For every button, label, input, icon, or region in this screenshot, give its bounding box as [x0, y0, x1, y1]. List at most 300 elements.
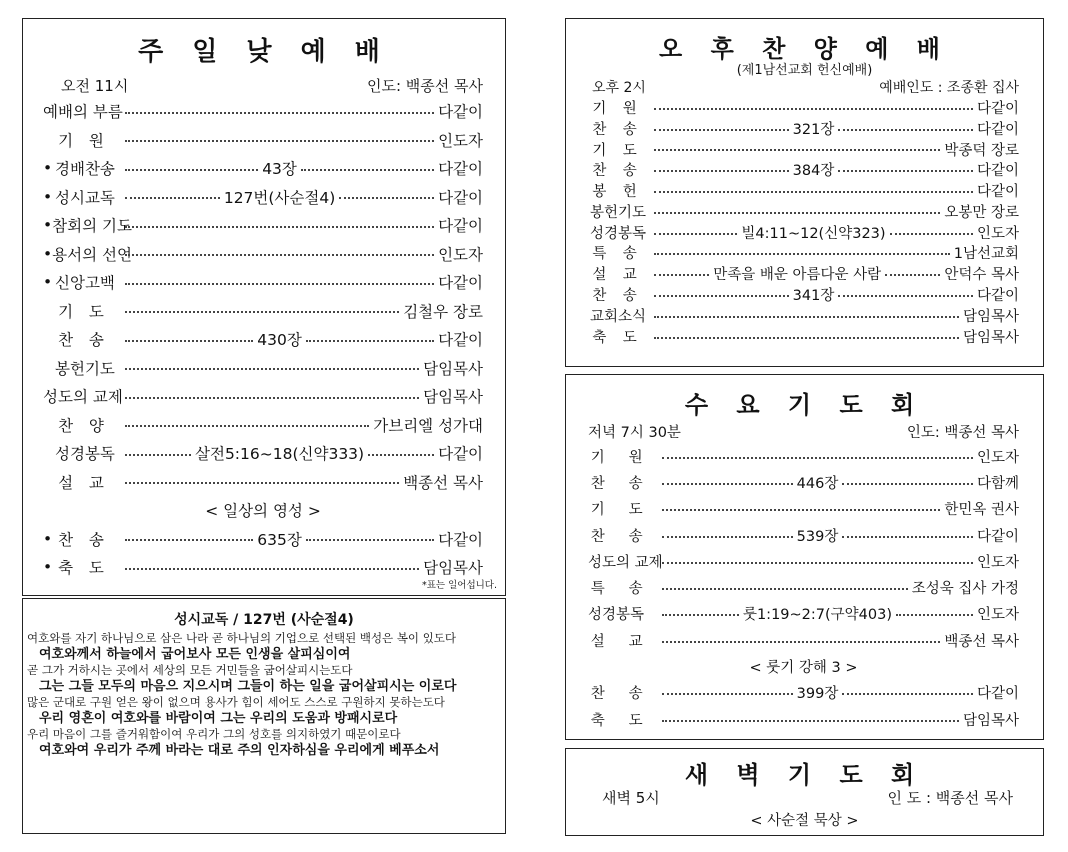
leader-dots [662, 720, 959, 722]
order-row [590, 118, 1019, 139]
leader-dots [654, 316, 959, 318]
order-label-wrap [590, 263, 650, 284]
order-value: 담임목사 [423, 359, 483, 378]
order-label-wrap [43, 186, 121, 208]
order-value: 인도자 [976, 225, 1019, 242]
order-label: 성도의 교제 [43, 388, 123, 407]
order-label-cell [43, 243, 132, 265]
order-value: 오봉만 장로 [944, 204, 1019, 221]
leader-dots [125, 311, 399, 313]
order-label-cell [590, 97, 650, 118]
order-label-cell [588, 472, 658, 493]
order-value: 담임목사 [423, 388, 483, 407]
order-label: 기 도 [590, 502, 643, 519]
order-value: 다같이 [438, 530, 483, 549]
dawn-time: 새벽 5시 [602, 789, 660, 807]
order-row [590, 201, 1019, 222]
order-row [590, 243, 1019, 264]
order-label-cell [588, 446, 658, 467]
order-detail: 빌4:11~12(신약323) [741, 225, 886, 242]
leader-line: 많은 군대로 구원 얻은 왕이 없으며 용사가 힘이 세어도 스스로 구원하지 못하는도다 [27, 695, 445, 709]
order-row [43, 468, 483, 497]
order-label-cell [588, 577, 658, 598]
dawn-prayer-box [565, 748, 1044, 836]
leader-line: 곧 그가 거하시는 곳에서 세상의 모든 거민들을 굽어살피시는도다 [27, 663, 353, 677]
order-value: 다같이 [438, 103, 483, 122]
order-value: 다같이 [976, 163, 1019, 180]
leader-dots [662, 588, 908, 590]
order-label: 봉 헌 [592, 184, 637, 201]
leader-dots [662, 457, 973, 459]
dawn-theme: < 사순절 묵상 > [750, 813, 859, 829]
leader-dots [654, 170, 789, 172]
order-label-wrap [43, 442, 121, 464]
order-label-wrap [588, 498, 658, 519]
order-row [588, 496, 1019, 522]
order-row [588, 443, 1019, 469]
order-row [43, 297, 483, 326]
sunday-standing-note: *표는 일어섭니다. [421, 580, 497, 591]
order-row [43, 211, 483, 240]
order-label-wrap [43, 129, 121, 151]
leader-dots [125, 454, 191, 456]
order-detail: 127번(사순절4) [223, 188, 336, 207]
order-detail: 430장 [257, 331, 302, 350]
order-value: 가브리엘 성가대 [373, 416, 483, 435]
afternoon-service-box [565, 18, 1044, 367]
order-label: 신앙고백 [55, 274, 115, 293]
order-label: 축 도 [58, 559, 104, 578]
order-label-wrap [590, 201, 650, 222]
leader-dots [654, 212, 940, 214]
order-label-cell [43, 357, 121, 379]
leader-dots [306, 340, 434, 342]
order-value: 다같이 [976, 184, 1019, 201]
leader-dots [125, 340, 253, 342]
order-label-cell [43, 271, 121, 293]
leader-dots [125, 140, 434, 142]
order-label-wrap [43, 556, 121, 578]
order-row [43, 97, 483, 126]
order-detail: 321장 [792, 121, 835, 138]
order-value: 김철우 장로 [403, 302, 483, 321]
afternoon-leader: 예배인도 : 조종환 집사 [879, 80, 1019, 96]
order-row [43, 240, 483, 269]
order-row [43, 354, 483, 383]
order-label: 성시교독 [55, 188, 115, 207]
order-label-cell [43, 328, 121, 350]
order-value: 다같이 [438, 188, 483, 207]
afternoon-order-list [590, 97, 1019, 347]
order-label: 성경봉독 [588, 607, 645, 624]
order-label-cell [43, 186, 121, 208]
order-label-cell [43, 129, 121, 151]
order-label-wrap [43, 414, 121, 436]
order-label: 참회의 기도 [52, 217, 132, 236]
standing-mark: • [43, 529, 53, 548]
order-value: 다같이 [976, 288, 1019, 305]
order-row [43, 268, 483, 297]
order-row [588, 627, 1019, 653]
order-label-wrap [590, 97, 650, 118]
leader-dots [654, 295, 789, 297]
order-label: 찬 송 [590, 475, 643, 492]
order-value: 다같이 [438, 160, 483, 179]
order-label: 축 도 [592, 329, 637, 346]
order-row [588, 680, 1019, 706]
order-label-wrap [43, 385, 121, 407]
order-label-wrap [590, 326, 650, 347]
standing-mark: • [43, 159, 53, 178]
order-value: 안덕수 목사 [944, 267, 1019, 284]
order-label: 찬 송 [590, 528, 643, 545]
order-label: 기 원 [592, 100, 637, 117]
standing-mark: • [43, 558, 53, 577]
order-label: 성도의 교제 [588, 554, 663, 571]
sunday-info-row [61, 75, 483, 96]
order-label-wrap [590, 243, 650, 264]
leader-dots [125, 482, 399, 484]
leader-dots [125, 254, 434, 256]
order-label-cell [43, 214, 132, 236]
leader-dots [125, 283, 434, 285]
standing-mark: • [43, 187, 53, 206]
order-value: 담임목사 [423, 559, 483, 578]
order-row [43, 525, 483, 554]
leader-dots [339, 197, 434, 199]
order-label-cell [590, 222, 650, 243]
afternoon-title: 오 후 찬 양 예 배 [659, 35, 950, 63]
order-value: 1남선교회 [953, 246, 1019, 263]
leader-dots [890, 233, 973, 235]
dawn-info-row [602, 787, 1013, 808]
order-row [588, 574, 1019, 600]
order-detail: 446장 [796, 475, 839, 492]
order-label-cell [588, 630, 658, 651]
leader-line: 우리 마음이 그를 즐거워함이여 우리가 그의 성호를 의지하였기 때문이로다 [27, 727, 401, 741]
standing-mark: • [43, 216, 53, 235]
order-detail: 635장 [257, 530, 302, 549]
wednesday-order-list [588, 443, 1019, 732]
order-detail: 399장 [796, 686, 839, 703]
order-label-wrap [590, 284, 650, 305]
order-label-wrap [590, 118, 650, 139]
order-label-wrap [588, 525, 658, 546]
order-label: 특 송 [590, 581, 643, 598]
order-label: 설 교 [58, 473, 104, 492]
responsive-reading-box [22, 598, 506, 834]
section-heading: < 일상의 영성 > [205, 502, 321, 521]
congregation-response: 우리 영혼이 여호와를 바람이여 그는 우리의 도움과 방패시로다 [39, 711, 398, 726]
order-value: 담임목사 [962, 712, 1019, 729]
dawn-title: 새 벽 기 도 회 [684, 761, 925, 789]
order-label-cell [590, 201, 650, 222]
order-row [588, 548, 1019, 574]
order-row [588, 706, 1019, 732]
order-label-wrap [43, 243, 132, 265]
leader-dots [662, 614, 739, 616]
order-label: 특 송 [592, 246, 637, 263]
order-label: 찬 송 [58, 331, 104, 350]
sunday-service-box [22, 18, 506, 596]
leader-dots [838, 295, 973, 297]
afternoon-time: 오후 2시 [592, 80, 646, 96]
leader-dots [368, 454, 434, 456]
order-label-cell [588, 709, 658, 730]
order-label-cell [588, 498, 658, 519]
order-value: 담임목사 [962, 329, 1019, 346]
order-label: 기 도 [592, 142, 637, 159]
order-label-cell [590, 139, 650, 160]
order-label-wrap [43, 328, 121, 350]
leader-dots [662, 693, 793, 695]
order-detail: 만족을 배운 아름다운 사람 [713, 267, 882, 284]
order-label-cell [590, 118, 650, 139]
reading-lines [27, 631, 499, 759]
leader-dots [654, 253, 950, 255]
wednesday-info-row [588, 421, 1019, 442]
leader-dots [896, 614, 973, 616]
leader-dots [838, 129, 973, 131]
sunday-leader: 인도: 백종선 목사 [366, 77, 483, 95]
leader-dots [654, 129, 789, 131]
order-label: 봉헌기도 [590, 204, 647, 221]
order-label: 축 도 [590, 712, 643, 729]
order-label-cell [43, 556, 121, 578]
order-label-wrap [590, 139, 650, 160]
leader-dots [306, 539, 434, 541]
wednesday-title: 수 요 기 도 회 [684, 391, 925, 419]
order-row [590, 263, 1019, 284]
leader-dots [125, 397, 419, 399]
leader-dots [654, 233, 737, 235]
order-label: 교회소식 [590, 308, 647, 325]
order-label-wrap [588, 472, 658, 493]
order-value: 한민옥 권사 [944, 502, 1019, 519]
order-row [590, 284, 1019, 305]
order-label-wrap [43, 357, 121, 379]
order-label-wrap [43, 157, 121, 179]
order-label: 기 도 [58, 302, 104, 321]
order-row [590, 97, 1019, 118]
order-label: 설 교 [592, 267, 637, 284]
order-label-cell [590, 159, 650, 180]
leader-line: 여호와를 자기 하나님으로 삼은 나라 곧 하나님의 기업으로 선택된 백성은 복이 있도다 [27, 631, 457, 645]
order-row [590, 222, 1019, 243]
order-label: 용서의 선언 [52, 245, 132, 264]
order-label: 찬 송 [592, 121, 637, 138]
order-label-wrap [588, 577, 658, 598]
order-row [590, 326, 1019, 347]
congregation-response: 여호와께서 하늘에서 굽어보사 모든 인생을 살피심이여 [39, 647, 351, 662]
order-value: 다같이 [976, 528, 1019, 545]
order-label-cell [588, 603, 658, 624]
section-heading: < 룻기 강해 3 > [749, 660, 858, 677]
leader-dots [125, 539, 253, 541]
leader-dots [842, 483, 973, 485]
wednesday-leader: 인도: 백종선 목사 [906, 425, 1019, 441]
order-detail: 384장 [792, 163, 835, 180]
order-row [590, 180, 1019, 201]
order-label-wrap [590, 305, 650, 326]
order-label-wrap [43, 100, 121, 122]
order-value: 다함께 [976, 475, 1019, 492]
order-label: 성경봉독 [55, 445, 115, 464]
order-label-cell [590, 180, 650, 201]
order-value: 담임목사 [962, 308, 1019, 325]
order-label-wrap [588, 709, 658, 730]
leader-dots [125, 197, 220, 199]
leader-dots [125, 112, 434, 114]
order-label-cell [43, 100, 121, 122]
leader-dots [842, 536, 973, 538]
order-label: 예배의 부름 [43, 103, 123, 122]
order-row [43, 183, 483, 212]
order-label-cell [588, 525, 658, 546]
order-label: 찬 송 [592, 288, 637, 305]
order-label-cell [43, 385, 121, 407]
leader-dots [662, 509, 940, 511]
order-row [588, 601, 1019, 627]
afternoon-subtitle: (제1남선교회 헌신예배) [736, 63, 873, 78]
order-label: 경배찬송 [55, 160, 115, 179]
order-value: 다같이 [976, 100, 1019, 117]
order-value: 인도자 [438, 245, 483, 264]
wednesday-time: 저녁 7시 30분 [588, 425, 681, 441]
order-label: 찬 송 [592, 163, 637, 180]
order-label-cell [588, 682, 658, 703]
congregation-response: 그는 그들 모두의 마음으 지으시며 그들이 하는 일을 굽어살피시는 이로다 [39, 679, 457, 694]
order-label-wrap [43, 471, 121, 493]
order-value: 다같이 [438, 274, 483, 293]
order-value: 다같이 [976, 686, 1019, 703]
order-label-cell [590, 305, 650, 326]
dawn-leader: 인 도 : 백종선 목사 [887, 789, 1013, 807]
order-row [43, 411, 483, 440]
order-label-cell [590, 263, 650, 284]
leader-dots [654, 149, 940, 151]
order-label-cell [588, 551, 663, 572]
leader-dots [842, 693, 973, 695]
order-row [588, 469, 1019, 495]
leader-dots [125, 368, 419, 370]
leader-dots [654, 337, 959, 339]
order-detail: 43장 [262, 160, 297, 179]
leader-dots [654, 108, 973, 110]
order-label: 기 원 [590, 449, 643, 466]
order-label-cell [43, 471, 121, 493]
order-row [590, 139, 1019, 160]
order-label-wrap [43, 271, 121, 293]
order-label-wrap [588, 446, 658, 467]
sunday-time: 오전 11시 [61, 77, 129, 95]
leader-dots [125, 226, 434, 228]
order-value: 다같이 [438, 217, 483, 236]
order-label-cell [590, 284, 650, 305]
order-label: 찬 송 [590, 686, 643, 703]
order-label-cell [590, 243, 650, 264]
order-label: 찬 양 [58, 416, 104, 435]
order-label-wrap [588, 551, 663, 572]
order-label-cell [590, 326, 650, 347]
sunday-title: 주 일 낮 예 배 [138, 37, 390, 67]
order-label: 설 교 [590, 633, 643, 650]
order-label-cell [43, 157, 121, 179]
order-row [590, 305, 1019, 326]
order-value: 인도자 [976, 607, 1019, 624]
order-value: 백종선 목사 [944, 633, 1019, 650]
leader-dots [654, 191, 973, 193]
standing-mark: • [43, 244, 53, 263]
order-row [43, 553, 483, 582]
order-label: 기 원 [58, 131, 104, 150]
reading-title: 성시교독 / 127번 (사순절4) [174, 612, 354, 628]
standing-mark: • [43, 273, 53, 292]
leader-dots [125, 568, 419, 570]
order-row [590, 159, 1019, 180]
order-row [43, 439, 483, 468]
order-row [43, 325, 483, 354]
order-label-wrap [588, 682, 658, 703]
order-value: 백종선 목사 [403, 473, 483, 492]
order-value: 인도자 [976, 449, 1019, 466]
order-label-cell [43, 528, 121, 550]
leader-dots [662, 483, 793, 485]
wednesday-prayer-box [565, 374, 1044, 740]
order-value: 다같이 [438, 331, 483, 350]
order-label-wrap [588, 603, 658, 624]
order-value: 인도자 [976, 554, 1019, 571]
order-label: 봉헌기도 [55, 359, 115, 378]
congregation-response: 여호와여 우리가 주께 바라는 대로 주의 인자하심을 우리에게 베푸소서 [39, 743, 440, 758]
order-label-wrap [590, 222, 650, 243]
leader-dots [838, 170, 973, 172]
order-value: 박종덕 장로 [944, 142, 1019, 159]
leader-dots [125, 169, 258, 171]
order-label-wrap [43, 214, 132, 236]
order-label-wrap [590, 180, 650, 201]
order-label-wrap [590, 159, 650, 180]
order-label: 찬 송 [58, 530, 104, 549]
order-detail: 룻1:19~2:7(구약403) [742, 607, 893, 624]
order-label-wrap [588, 630, 658, 651]
order-row [43, 126, 483, 155]
leader-dots [662, 536, 793, 538]
order-detail: 539장 [796, 528, 839, 545]
leader-dots [654, 274, 709, 276]
leader-dots [125, 425, 369, 427]
leader-dots [885, 274, 940, 276]
order-row [43, 382, 483, 411]
leader-dots [301, 169, 434, 171]
order-label-wrap [43, 528, 121, 550]
order-label: 성경봉독 [590, 225, 647, 242]
order-value: 조성욱 집사 가정 [911, 581, 1019, 598]
order-row [43, 154, 483, 183]
order-row [588, 522, 1019, 548]
order-detail: 341장 [792, 288, 835, 305]
sunday-order-list [43, 97, 483, 582]
order-detail: 살전5:16~18(신약333) [195, 445, 365, 464]
afternoon-info-row [592, 77, 1019, 97]
leader-dots [662, 641, 940, 643]
order-value: 인도자 [438, 131, 483, 150]
order-value: 다같이 [438, 445, 483, 464]
leader-dots [662, 562, 973, 564]
order-label-cell [43, 442, 121, 464]
order-label-cell [43, 300, 121, 322]
order-label-wrap [43, 300, 121, 322]
